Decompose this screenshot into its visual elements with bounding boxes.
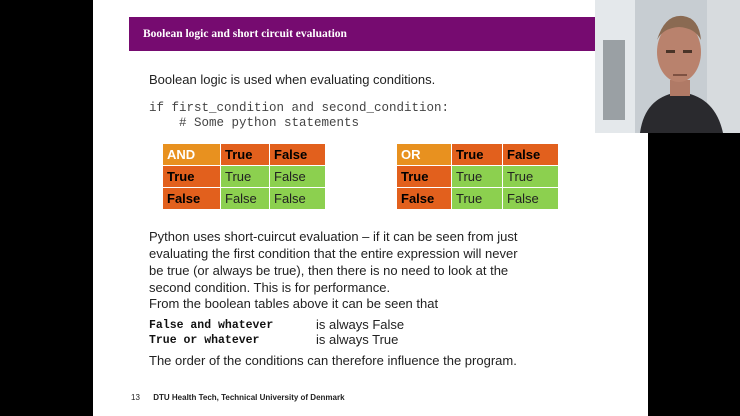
example2-code: True or whatever — [149, 334, 260, 347]
para1-line1: Python uses short-cuircut evaluation – if it can be seen from just — [149, 229, 518, 244]
page-number: 13 — [131, 393, 140, 402]
code-line-1: if first_condition and second_condition: — [149, 101, 450, 115]
slide — [93, 0, 648, 416]
or-table-col-true: True — [452, 144, 502, 165]
para1-line4: second condition. This is for performance. — [149, 280, 391, 295]
para1-line3: be true (or always be true), then there is no need to look at the — [149, 263, 509, 278]
or-truth-table — [396, 143, 559, 210]
and-table-cell: False — [270, 188, 325, 209]
or-table-row-true: True — [397, 166, 451, 187]
and-table-row-false: False — [163, 188, 220, 209]
example1-code: False and whatever — [149, 319, 274, 332]
slide-footer — [131, 393, 345, 402]
and-table-col-false: False — [270, 144, 325, 165]
or-table-cell: True — [503, 166, 558, 187]
and-table-cell: True — [221, 166, 269, 187]
or-table-cell: False — [503, 188, 558, 209]
slide-title: Boolean logic and short circuit evaluation — [129, 17, 595, 51]
or-table-cell: True — [452, 188, 502, 209]
presenter-video-icon — [595, 0, 740, 133]
and-table-cell: False — [221, 188, 269, 209]
and-table-col-true: True — [221, 144, 269, 165]
example1-text: is always False — [316, 317, 405, 332]
and-table-cell: False — [270, 166, 325, 187]
or-table-corner: OR — [397, 144, 451, 165]
or-table-col-false: False — [503, 144, 558, 165]
example2-text: is always True — [316, 332, 399, 347]
and-table-row-true: True — [163, 166, 220, 187]
or-table-cell: True — [452, 166, 502, 187]
code-line-2: # Some python statements — [149, 116, 360, 130]
webcam-video-feed — [595, 0, 740, 133]
and-table-corner: AND — [163, 144, 220, 165]
intro-text: Boolean logic is used when evaluating conditions. — [149, 72, 436, 87]
and-truth-table — [162, 143, 326, 210]
footer-institution: DTU Health Tech, Technical University of Denmark — [153, 393, 345, 402]
para1-line2: evaluating the first condition that the entire expression will never — [149, 246, 518, 261]
conclusion-text: The order of the conditions can therefore influence the program. — [149, 353, 517, 368]
para2-text: From the boolean tables above it can be seen that — [149, 296, 439, 311]
or-table-row-false: False — [397, 188, 451, 209]
